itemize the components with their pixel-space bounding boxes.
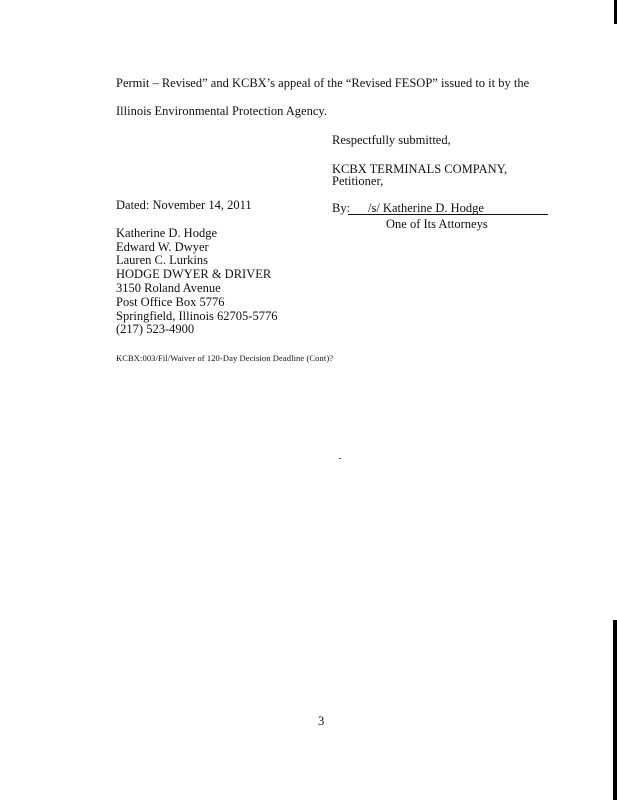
page-number: 3: [318, 714, 325, 728]
dated-line: Dated: November 14, 2011: [116, 198, 252, 212]
file-reference: KCBX:003/Fil/Waiver of 120-Day Decision Deadline (Cont)?: [116, 353, 334, 363]
company-name: KCBX TERMINALS COMPANY,: [332, 162, 508, 176]
body-line-1: Permit – Revised” and KCBX’s appeal of the “Revised FESOP” issued to it by the: [116, 76, 530, 90]
attorney-name: Lauren C. Lurkins: [116, 253, 208, 267]
scan-speck: [339, 458, 341, 459]
petitioner-label: Petitioner,: [332, 174, 384, 188]
respectfully-submitted: Respectfully submitted,: [332, 133, 451, 147]
attorney-name: Edward W. Dwyer: [116, 240, 209, 254]
phone-number: (217) 523-4900: [116, 322, 195, 336]
address-line-3: Springfield, Illinois 62705-5776: [116, 309, 278, 323]
address-line-1: 3150 Roland Avenue: [116, 281, 221, 295]
firm-name: HODGE DWYER & DRIVER: [116, 267, 272, 281]
address-line-2: Post Office Box 5776: [116, 295, 225, 309]
signature-line: [348, 214, 548, 215]
scan-edge-right: [613, 620, 617, 800]
attorney-name: Katherine D. Hodge: [116, 226, 218, 240]
by-label: By:: [332, 201, 351, 215]
signature-text: /s/ Katherine D. Hodge: [368, 201, 484, 215]
body-line-2: Illinois Environmental Protection Agency.: [116, 104, 327, 118]
attorney-title: One of Its Attorneys: [386, 217, 488, 231]
